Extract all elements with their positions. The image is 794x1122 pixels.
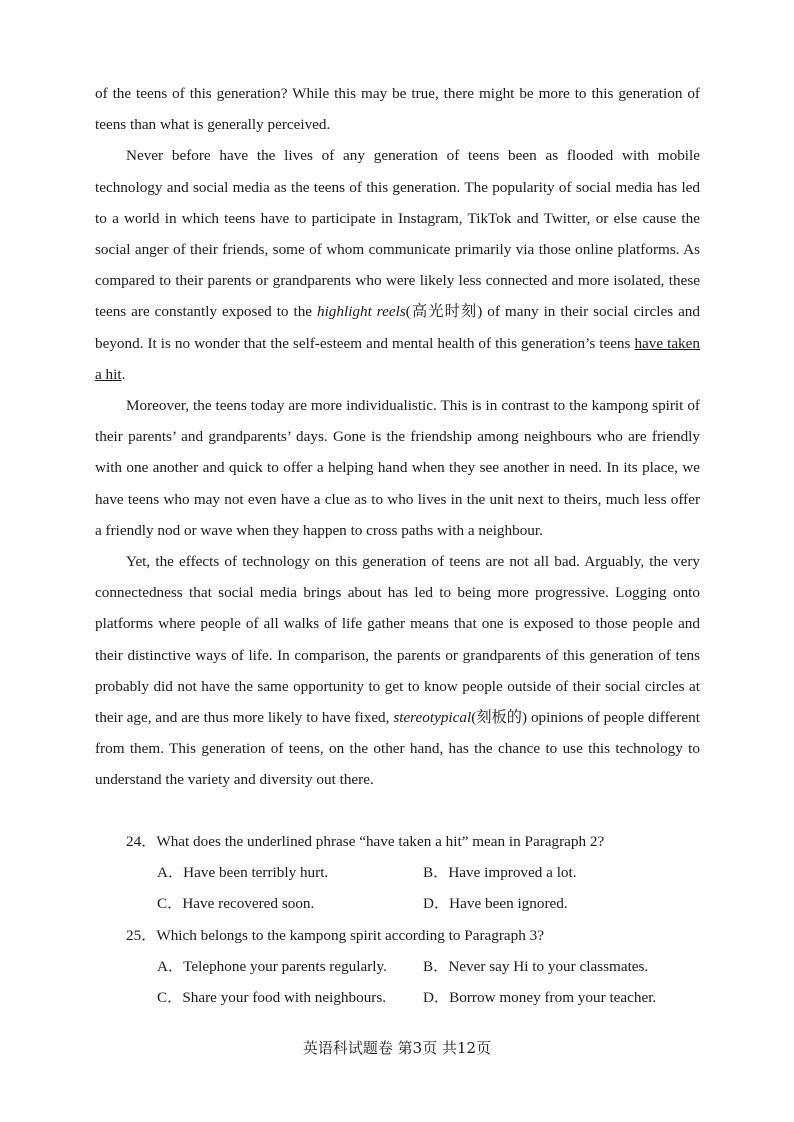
option-25-c[interactable]: C．Share your food with neighbours. (157, 989, 387, 1007)
question-list (126, 826, 706, 1013)
paragraph-1: of the teens of this generation? While this may be true, there might be more to this generation of teens than what is generally perceived. (95, 85, 700, 134)
option-24-d[interactable]: D．Have been ignored. (423, 895, 568, 913)
paragraph-3: Moreover, the teens today are more individualistic. This is in contrast to the kampong spirit of their parents’ and grandparents’ days. Gone is the friendship among neighbours who are friendly with one another and quick to offer a helping hand when they see another in need. In its place, we have teens who may not even have a clue as to who lives in the unit next to theirs, much less offer a friendly nod or wave when they happen to cross paths with a neighbour. (95, 397, 700, 539)
italic-term-stereotypical: stereotypical (393, 709, 472, 727)
option-25-b[interactable]: B．Never say Hi to your classmates. (423, 957, 649, 975)
page-footer: 英语科试题卷 第3页 共12页 (302, 1039, 492, 1057)
paragraph-4 (95, 546, 700, 796)
reading-passage (95, 78, 700, 796)
option-24-c[interactable]: C．Have recovered soon. (157, 895, 315, 913)
question-24-stem: 24．What does the underlined phrase “have taken a hit” mean in Paragraph 2? (126, 833, 605, 850)
underlined-phrase: have taken a hit (95, 334, 700, 383)
paragraph-4-text-a: Yet, the effects of technology on this generation of teens are not all bad. Arguably, the very connectedness that social media brings about has led to being more progressive. Logging onto platforms where people of all walks of life gather means that one is exposed to those people and their distinctive ways of life. In comparison, the parents or grandparents of this generation of tens probably did not have the same opportunity to get to know people outside of their social circles at their age, and are thus more likely to have fixed, (95, 553, 700, 727)
option-25-d[interactable]: D．Borrow money from your teacher. (423, 989, 657, 1007)
question-25 (126, 920, 706, 1014)
italic-term-highlight-reels: highlight reels (316, 303, 406, 321)
paragraph-2 (95, 140, 700, 390)
option-25-a[interactable]: A．Telephone your parents regularly. (157, 957, 387, 975)
question-25-stem: 25．Which belongs to the kampong spirit according to Paragraph 3? (126, 926, 544, 944)
paragraph-2-text-end: . (121, 365, 126, 383)
question-24-options (157, 857, 706, 919)
option-24-b[interactable]: B．Have improved a lot. (423, 864, 577, 882)
gloss-stereotypical: (刻板的) (471, 709, 528, 727)
paragraph-4-text-end: opinions of people different from them. This generation of teens, on the other hand, has the chance to use this technology to understand the variety and diversity out there. (95, 709, 700, 789)
option-24-a[interactable]: A．Have been terribly hurt. (157, 864, 329, 882)
question-24 (126, 826, 706, 920)
question-25-options (157, 951, 706, 1013)
gloss-highlight-reels: (高光时刻) (405, 303, 483, 321)
paragraph-2-text-a: Never before have the lives of any generation of teens been as flooded with mobile technology and social media as the teens of this generation. The popularity of social media has led to a world in which teens have to participate in Instagram, TikTok and Twitter, or else cause the social anger of their friends, some of whom communicate primarily via those online platforms. As compared to their parents or grandparents who were likely less connected and more isolated, these teens are constantly exposed to the (95, 147, 700, 321)
paragraph-2-text-b: of many in their social circles and beyond. It is no wonder that the self-esteem and mental health of this generation’s teens (95, 303, 700, 352)
